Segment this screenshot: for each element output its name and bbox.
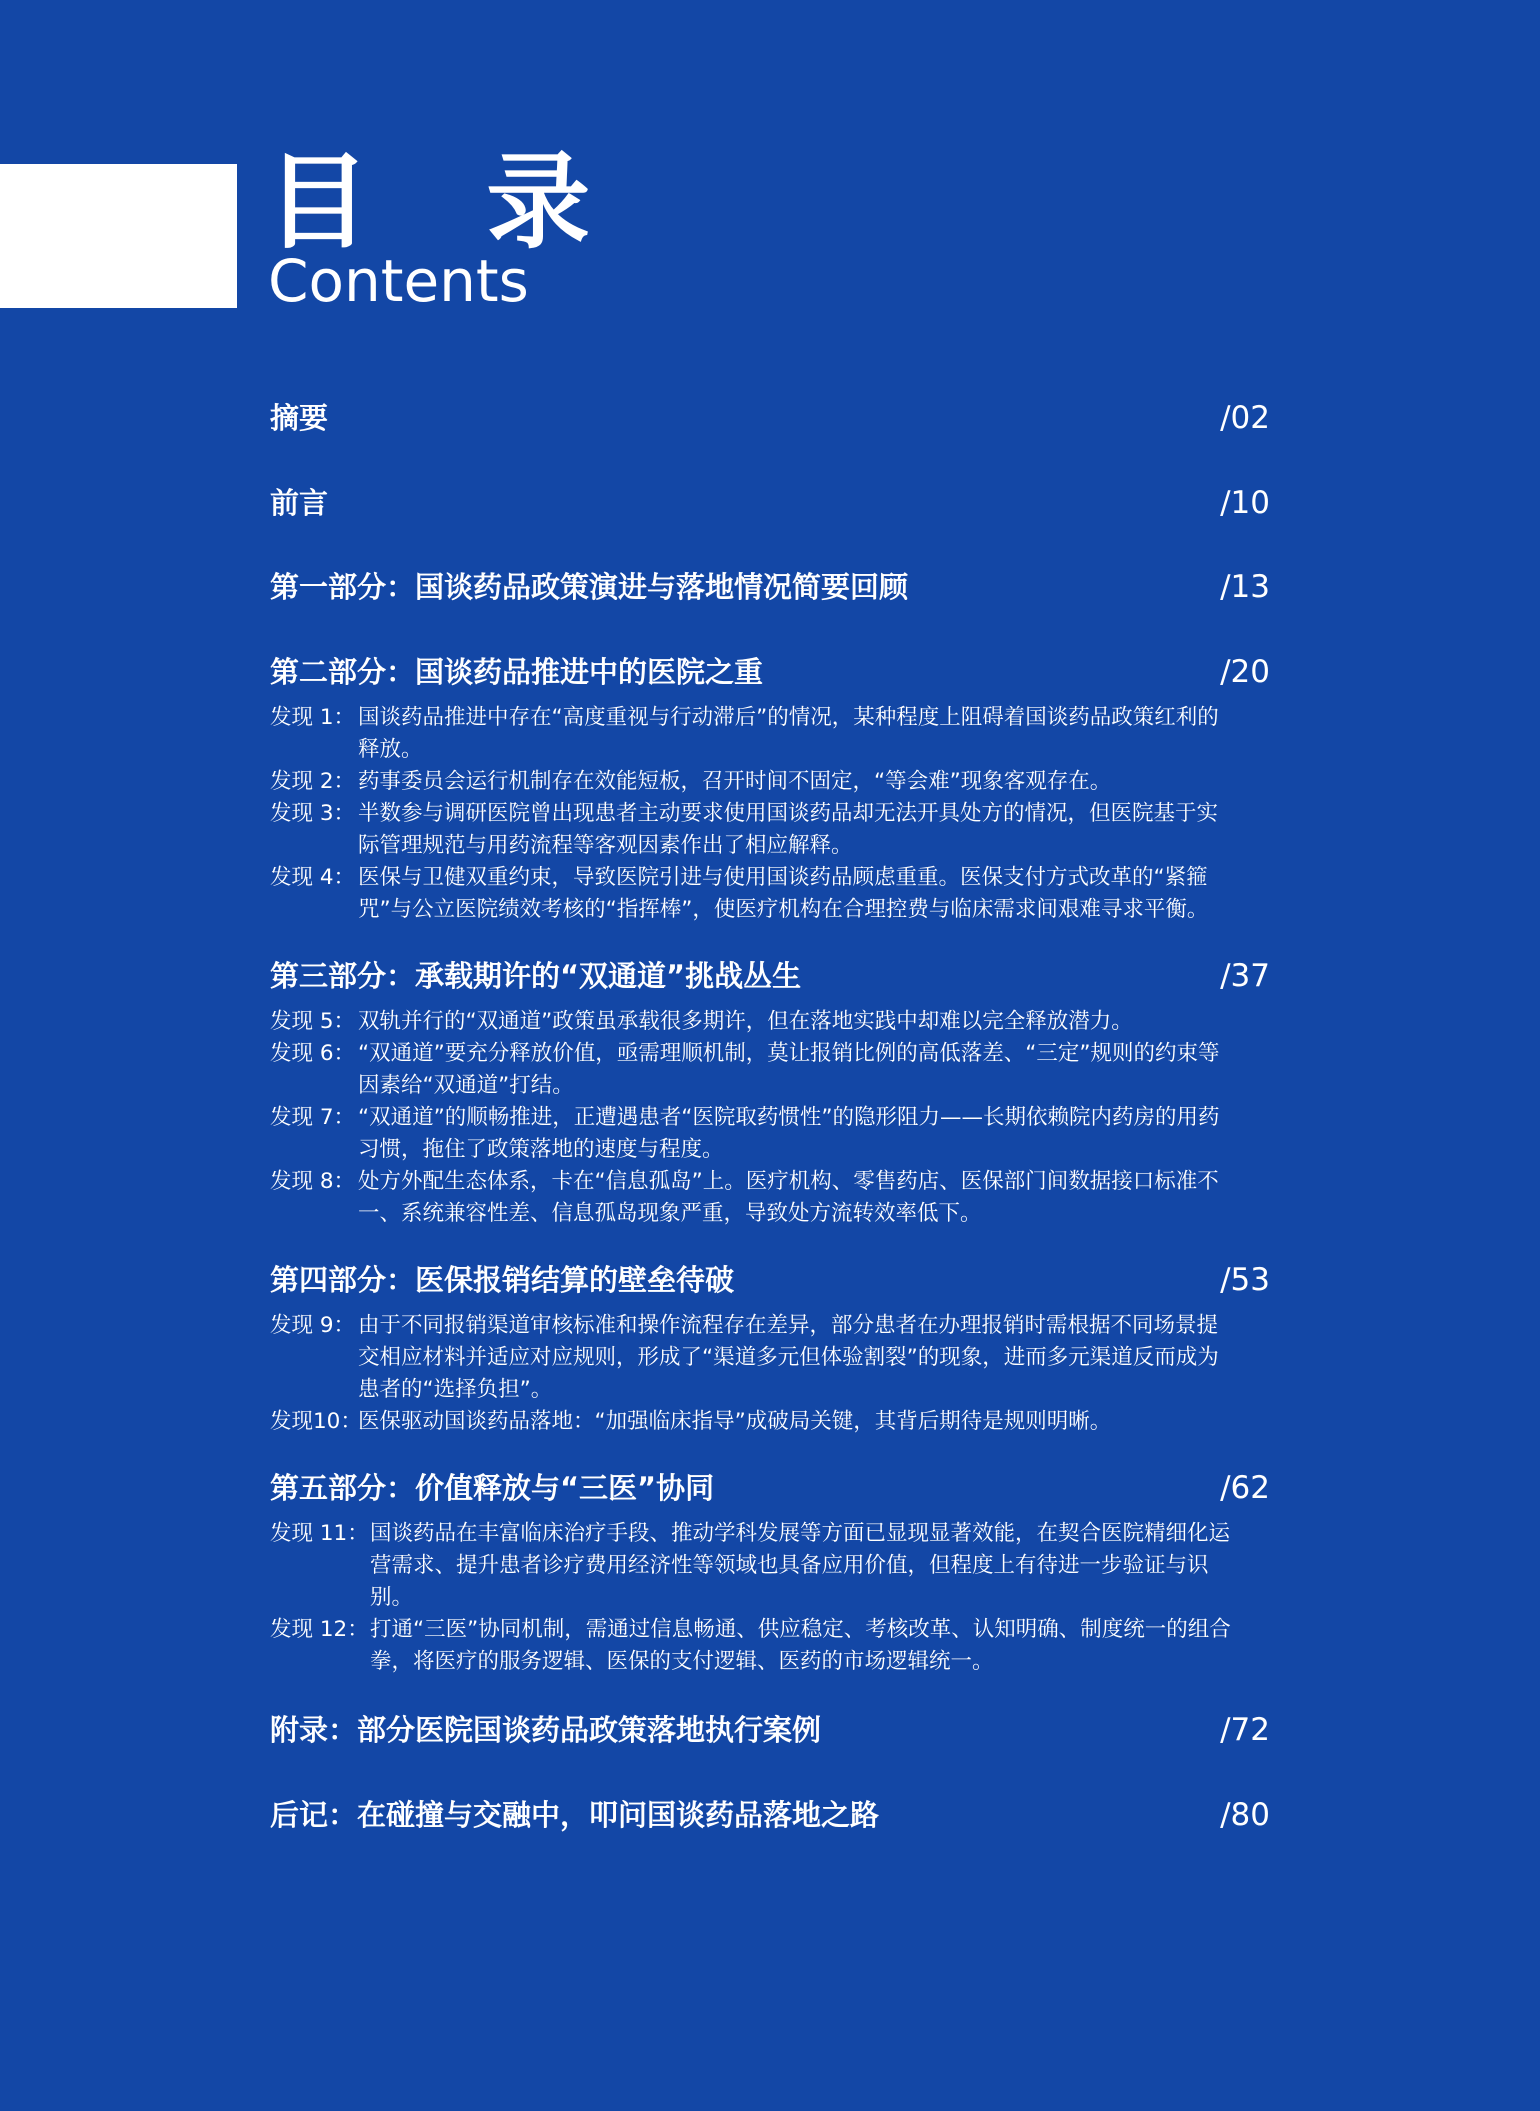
toc-section-part-2[interactable] [270, 646, 1270, 926]
finding-text: 打通“三医”协同机制，需通过信息畅通、供应稳定、考核改革、认知明确、制度统一的组合拳，将医疗的服务逻辑、医保的支付逻辑、医药的市场逻辑统一。 [370, 1617, 1231, 1674]
toc-section-title: 第四部分：医保报销结算的壁垒待破 [270, 1263, 735, 1297]
toc-page-number: /72 [1220, 1712, 1270, 1748]
finding-text: 药事委员会运行机制存在效能短板，召开时间不固定，“等会难”现象客观存在。 [358, 769, 1112, 794]
toc-finding [270, 862, 1238, 926]
toc-finding [270, 1310, 1238, 1406]
finding-text: 医保与卫健双重约束，导致医院引进与使用国谈药品顾虑重重。医保支付方式改革的“紧箍咒”与公立医院绩效考核的“指挥棒”，使医疗机构在合理控费与临床需求间艰难寻求平衡。 [358, 865, 1209, 922]
toc-section-title: 前言 [270, 486, 329, 520]
toc-finding [270, 1038, 1238, 1102]
finding-text: “双通道”要充分释放价值，亟需理顺机制，莫让报销比例的高低落差、“三定”规则的约束等因素给“双通道”打结。 [358, 1041, 1220, 1098]
finding-label: 发现10： [270, 1409, 362, 1434]
toc-section-title: 第一部分：国谈药品政策演进与落地情况简要回顾 [270, 570, 909, 604]
toc-finding [270, 766, 1238, 798]
toc-section-afterword[interactable] [270, 1789, 1270, 1841]
table-of-contents [270, 392, 1270, 1841]
toc-page-number: /53 [1220, 1262, 1270, 1298]
finding-label: 发现 7： [270, 1105, 356, 1130]
toc-section-part-3[interactable] [270, 950, 1270, 1230]
finding-text: 医保驱动国谈药品落地：“加强临床指导”成破局关键，其背后期待是规则明晰。 [358, 1409, 1112, 1434]
finding-label: 发现 4： [270, 865, 356, 890]
toc-section-part-5[interactable] [270, 1462, 1270, 1678]
toc-section-preface[interactable] [270, 477, 1270, 529]
finding-label: 发现 2： [270, 769, 356, 794]
toc-finding [270, 1406, 1238, 1438]
toc-finding [270, 1006, 1238, 1038]
finding-text: 国谈药品在丰富临床治疗手段、推动学科发展等方面已显现显著效能，在契合医院精细化运营需求、提升患者诊疗费用经济性等领域也具备应用价值，但程度上有待进一步验证与识别。 [370, 1521, 1231, 1610]
toc-page-number: /37 [1220, 958, 1270, 994]
page-title: 目 录 [266, 141, 631, 263]
toc-section-abstract[interactable] [270, 392, 1270, 444]
toc-section-title: 第五部分：价值释放与“三医”协同 [270, 1471, 715, 1505]
finding-label: 发现 5： [270, 1009, 356, 1034]
finding-label: 发现 11： [270, 1521, 369, 1546]
toc-section-title: 第三部分：承载期许的“双通道”挑战丛生 [270, 959, 802, 993]
finding-label: 发现 9： [270, 1313, 356, 1338]
finding-text: 半数参与调研医院曾出现患者主动要求使用国谈药品却无法开具处方的情况，但医院基于实际管理规范与用药流程等客观因素作出了相应解释。 [358, 801, 1219, 858]
finding-text: 双轨并行的“双通道”政策虽承载很多期许，但在落地实践中却难以完全释放潜力。 [358, 1009, 1133, 1034]
finding-text: 由于不同报销渠道审核标准和操作流程存在差异，部分患者在办理报销时需根据不同场景提交相应材料并适应对应规则，形成了“渠道多元但体验割裂”的现象，进而多元渠道反而成为患者的“选择负担”。 [358, 1313, 1219, 1402]
toc-page-number: /02 [1220, 400, 1270, 436]
toc-section-title: 第二部分：国谈药品推进中的医院之重 [270, 655, 764, 689]
toc-finding [270, 1614, 1238, 1678]
toc-finding [270, 798, 1238, 862]
finding-label: 发现 3： [270, 801, 356, 826]
toc-section-title: 摘要 [270, 401, 329, 435]
finding-text: “双通道”的顺畅推进，正遭遇患者“医院取药惯性”的隐形阻力——长期依赖院内药房的用药习惯，拖住了政策落地的速度与程度。 [358, 1105, 1220, 1162]
toc-page-number: /62 [1220, 1470, 1270, 1506]
toc-finding [270, 1518, 1238, 1614]
toc-section-part-1[interactable] [270, 561, 1270, 613]
toc-finding [270, 1166, 1238, 1230]
finding-label: 发现 6： [270, 1041, 356, 1066]
toc-page-number: /20 [1220, 654, 1270, 690]
toc-page-number: /10 [1220, 485, 1270, 521]
white-accent-block [0, 164, 237, 308]
toc-section-title: 后记：在碰撞与交融中，叩问国谈药品落地之路 [270, 1798, 880, 1832]
finding-label: 发现 12： [270, 1617, 369, 1642]
toc-page-number: /80 [1220, 1797, 1270, 1833]
toc-section-appendix[interactable] [270, 1704, 1270, 1756]
finding-text: 国谈药品推进中存在“高度重视与行动滞后”的情况，某种程度上阻碍着国谈药品政策红利的释放。 [358, 705, 1219, 762]
toc-finding [270, 702, 1238, 766]
toc-section-title: 附录：部分医院国谈药品政策落地执行案例 [270, 1713, 822, 1747]
finding-label: 发现 8： [270, 1169, 356, 1194]
finding-text: 处方外配生态体系，卡在“信息孤岛”上。医疗机构、零售药店、医保部门间数据接口标准不一、系统兼容性差、信息孤岛现象严重，导致处方流转效率低下。 [358, 1169, 1219, 1226]
toc-page-number: /13 [1220, 569, 1270, 605]
toc-finding [270, 1102, 1238, 1166]
finding-label: 发现 1： [270, 705, 356, 730]
page-subtitle: Contents [268, 247, 529, 315]
toc-section-part-4[interactable] [270, 1254, 1270, 1438]
